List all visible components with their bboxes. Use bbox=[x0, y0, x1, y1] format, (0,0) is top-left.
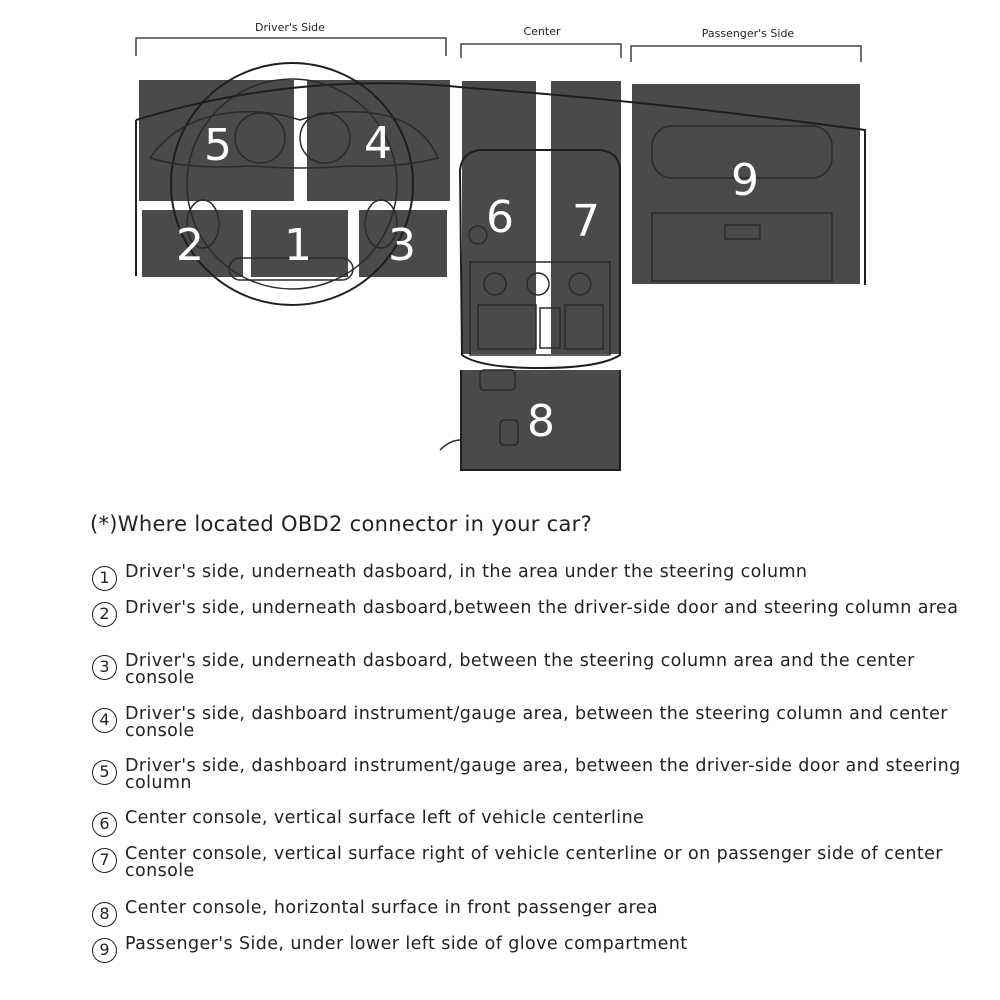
location-text: Driver's side, underneath dasboard, between the steering column area and the center console bbox=[125, 651, 915, 688]
location-text: Driver's side, underneath dasboard,between the driver-side door and steering column area bbox=[125, 598, 959, 618]
zone-3-number: 3 bbox=[388, 220, 416, 271]
location-number: 2 bbox=[92, 602, 117, 627]
location-item-5 bbox=[92, 758, 972, 792]
zone-6-number: 6 bbox=[486, 192, 514, 243]
location-number: 5 bbox=[92, 760, 117, 785]
location-number: 4 bbox=[92, 708, 117, 733]
zone-8-number: 8 bbox=[527, 396, 555, 447]
drivers-side-bracket bbox=[136, 38, 446, 56]
location-item-8 bbox=[92, 900, 972, 927]
location-item-7 bbox=[92, 846, 972, 880]
location-item-9 bbox=[92, 936, 972, 963]
location-item-1 bbox=[92, 564, 972, 591]
location-text: Center console, vertical surface right of vehicle centerline or on passenger side of center console bbox=[125, 844, 943, 881]
location-text: Driver's side, underneath dasboard, in the area under the steering column bbox=[125, 562, 808, 582]
zone-1-number: 1 bbox=[284, 220, 312, 271]
zone-5-number: 5 bbox=[204, 120, 232, 171]
location-number: 8 bbox=[92, 902, 117, 927]
center-label: Center bbox=[523, 25, 561, 38]
zone-4-number: 4 bbox=[364, 118, 392, 169]
passengers-side-bracket bbox=[631, 46, 861, 62]
location-text: Passenger's Side, under lower left side of glove compartment bbox=[125, 934, 688, 954]
location-text: Driver's side, dashboard instrument/gauge area, between the driver-side door and steering column bbox=[125, 756, 961, 793]
zone-2-number: 2 bbox=[176, 220, 204, 271]
zone-7-number: 7 bbox=[572, 196, 600, 247]
location-text: Center console, vertical surface left of vehicle centerline bbox=[125, 808, 645, 828]
center-bracket bbox=[461, 44, 621, 58]
drivers-side-label: Driver's Side bbox=[255, 21, 325, 34]
location-item-2 bbox=[92, 600, 972, 627]
location-number: 9 bbox=[92, 938, 117, 963]
passengers-side-label: Passenger's Side bbox=[701, 27, 795, 40]
question-heading: (*)Where located OBD2 connector in your car? bbox=[90, 512, 593, 536]
location-item-4 bbox=[92, 706, 972, 740]
location-number: 3 bbox=[92, 655, 117, 680]
zone-9-number: 9 bbox=[731, 155, 759, 206]
location-number: 1 bbox=[92, 566, 117, 591]
location-text: Driver's side, dashboard instrument/gauge area, between the steering column and center console bbox=[125, 704, 948, 741]
location-item-3 bbox=[92, 653, 972, 687]
location-item-6 bbox=[92, 810, 972, 837]
location-number: 6 bbox=[92, 812, 117, 837]
location-text: Center console, horizontal surface in front passenger area bbox=[125, 898, 659, 918]
location-number: 7 bbox=[92, 848, 117, 873]
